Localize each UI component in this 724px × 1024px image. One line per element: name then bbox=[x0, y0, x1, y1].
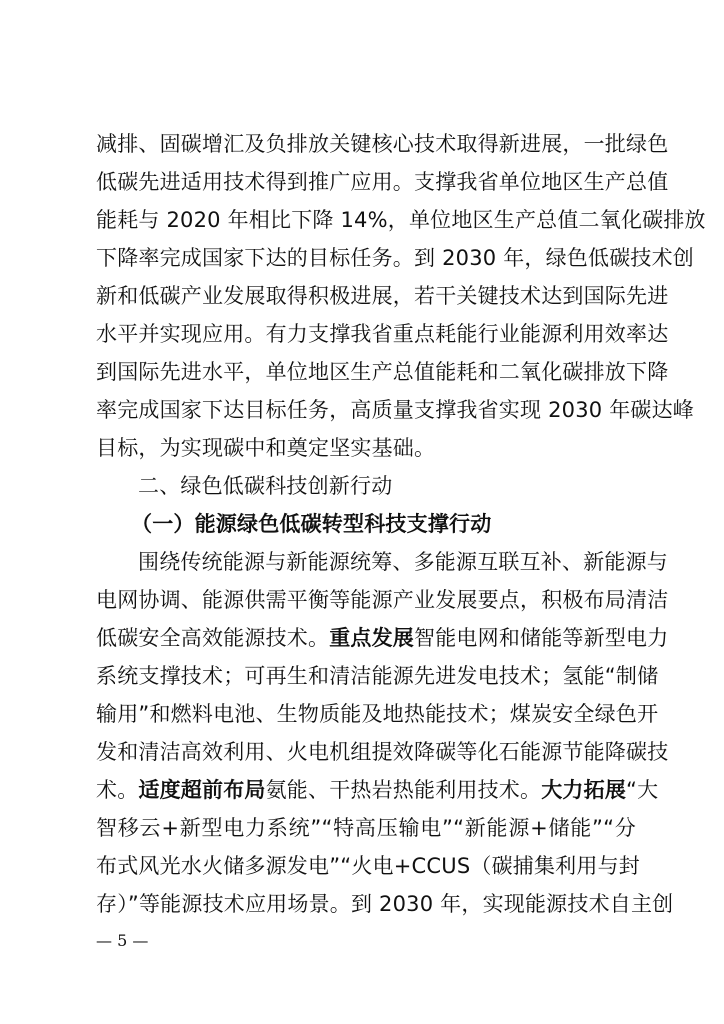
body-text-line: 电网协调、能源供需平衡等能源产业发展要点，积极布局清洁 bbox=[96, 588, 669, 612]
body-text-line-mixed bbox=[96, 771, 659, 809]
body-text-line: 能耗与 2020 年相比下降 14%，单位地区生产总值二氧化碳排放 bbox=[96, 208, 706, 232]
bold-run: 重点发展 bbox=[329, 626, 415, 650]
body-text-line: 智移云+新型电力系统”“特高压输电”“新能源+储能”“分 bbox=[96, 816, 636, 840]
plain-run: 术。 bbox=[96, 778, 139, 802]
body-text-line: 新和低碳产业发展取得积极进展，若干关键技术达到国际先进 bbox=[96, 284, 669, 308]
plain-run: 智能电网和储能等新型电力 bbox=[414, 626, 669, 650]
body-text-line: 输用”和燃料电池、生物质能及地热能技术；煤炭安全绿色开 bbox=[96, 702, 659, 726]
body-text-line: 目标，为实现碳中和奠定坚实基础。 bbox=[96, 436, 436, 460]
body-text-line: 率完成国家下达目标任务，高质量支撑我省实现 2030 年碳达峰 bbox=[96, 398, 694, 422]
body-text-line: 水平并实现应用。有力支撑我省重点耗能行业能源利用效率达 bbox=[96, 322, 669, 346]
body-text-line: 到国际先进水平，单位地区生产总值能耗和二氧化碳排放下降 bbox=[96, 360, 669, 384]
plain-run: “大 bbox=[626, 778, 659, 802]
body-text-line: 系统支撑技术；可再生和清洁能源先进发电技术；氢能“制储 bbox=[96, 664, 659, 688]
body-text-line: 存）”等能源技术应用场景。到 2030 年，实现能源技术自主创 bbox=[96, 892, 674, 916]
body-text-line: 下降率完成国家下达的目标任务。到 2030 年，绿色低碳技术创 bbox=[96, 246, 694, 270]
bold-run: 大力拓展 bbox=[541, 778, 627, 802]
plain-run: 低碳安全高效能源技术。 bbox=[96, 626, 330, 650]
body-text-line: 围绕传统能源与新能源统筹、多能源互联互补、新能源与 bbox=[138, 550, 668, 574]
body-text-line-mixed bbox=[96, 619, 669, 657]
plain-run: 氨能、干热岩热能利用技术。 bbox=[265, 778, 542, 802]
body-text-line: 发和清洁高效利用、火电机组提效降碳等化石能源节能降碳技 bbox=[96, 740, 669, 764]
body-text-line: 低碳先进适用技术得到推广应用。支撑我省单位地区生产总值 bbox=[96, 170, 669, 194]
body-text-line: 减排、固碳增汇及负排放关键核心技术取得新进展，一批绿色 bbox=[96, 132, 669, 156]
page-number: — 5 — bbox=[96, 931, 149, 950]
body-text-line: 布式风光水火储多源发电”“火电+CCUS（碳捕集利用与封 bbox=[96, 854, 640, 878]
subsection-heading: （一）能源绿色低碳转型科技支撑行动 bbox=[131, 512, 492, 536]
section-heading: 二、绿色低碳科技创新行动 bbox=[138, 474, 393, 498]
bold-run: 适度超前布局 bbox=[138, 778, 266, 802]
